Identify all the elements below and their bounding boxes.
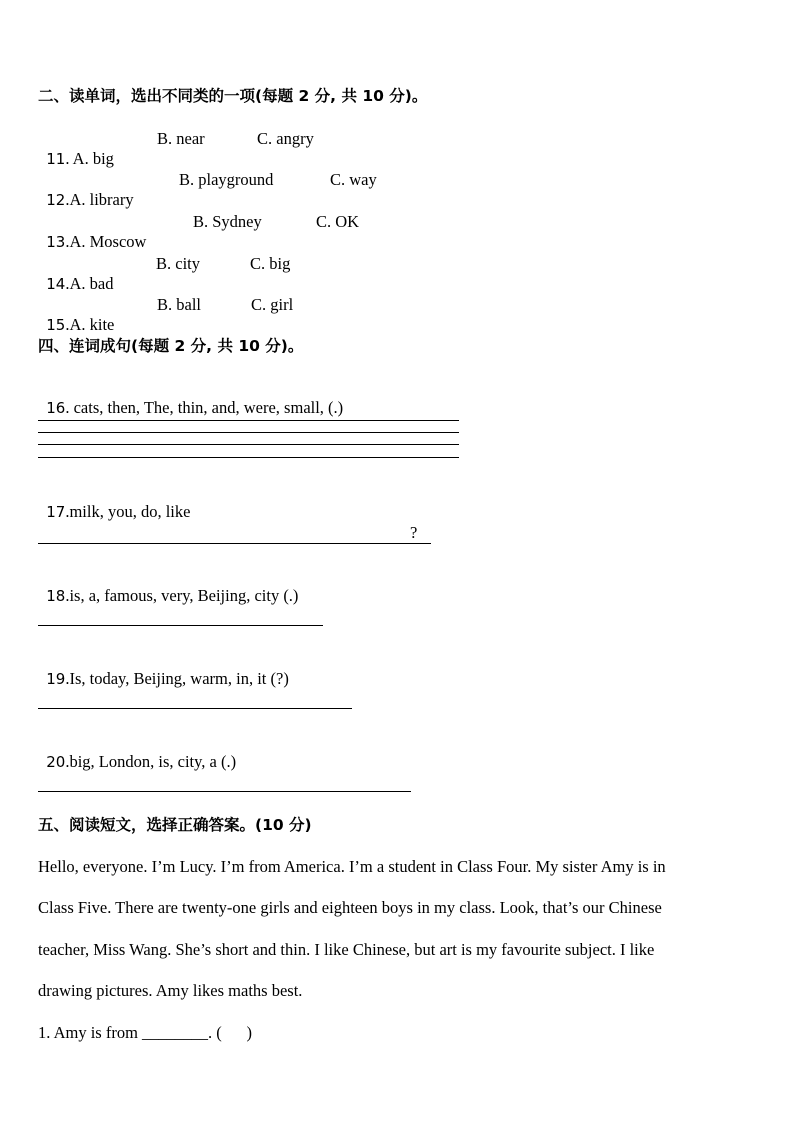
section-5-heading: 五、阅读短文，选择正确答案。(10 分) bbox=[38, 816, 312, 834]
passage-line: teacher, Miss Wang. She’s short and thin. I like Chinese, but art is my favourite subject. I like bbox=[38, 940, 655, 959]
option-a: .A. bad bbox=[65, 274, 114, 293]
question-18 bbox=[38, 566, 298, 606]
question-20 bbox=[38, 732, 236, 772]
option-b: B. playground bbox=[179, 170, 274, 189]
question-number: 16 bbox=[46, 399, 66, 417]
option-c: C. way bbox=[330, 170, 377, 189]
answer-line[interactable] bbox=[38, 543, 431, 544]
section-2-heading: 二、读单词，选出不同类的一项(每题 2 分, 共 10 分)。 bbox=[38, 87, 428, 105]
option-b: B. ball bbox=[157, 295, 201, 314]
question-11 bbox=[38, 129, 738, 168]
question-number: 11 bbox=[46, 150, 66, 168]
answer-line[interactable] bbox=[38, 432, 459, 433]
question-number: 15 bbox=[46, 316, 66, 334]
section-4-heading: 四、连词成句(每题 2 分, 共 10 分)。 bbox=[38, 337, 304, 355]
answer-line[interactable] bbox=[38, 457, 459, 458]
option-c: C. girl bbox=[251, 295, 294, 314]
option-c: C. angry bbox=[257, 129, 314, 148]
answer-question-mark: ? bbox=[410, 523, 418, 542]
question-number: 19 bbox=[46, 670, 66, 688]
option-b: B. city bbox=[156, 254, 200, 273]
passage-line: Hello, everyone. I’m Lucy. I’m from America. I’m a student in Class Four. My sister Amy is in bbox=[38, 857, 666, 876]
option-b: B. near bbox=[157, 129, 205, 148]
option-c: C. OK bbox=[316, 212, 360, 231]
option-c: C. big bbox=[250, 254, 291, 273]
question-words: .Is, today, Beijing, warm, in, it (?) bbox=[65, 669, 289, 688]
answer-line[interactable] bbox=[38, 791, 411, 792]
reading-question-1: 1. Amy is from ________. ( ) bbox=[38, 1023, 253, 1042]
option-a: .A. kite bbox=[65, 315, 115, 334]
question-13 bbox=[38, 212, 738, 251]
question-14 bbox=[38, 254, 738, 293]
question-number: 17 bbox=[46, 503, 66, 521]
question-number: 20 bbox=[46, 753, 66, 771]
question-number: 14 bbox=[46, 275, 66, 293]
passage-line: Class Five. There are twenty-one girls and eighteen boys in my class. Look, that’s our Chinese bbox=[38, 898, 662, 917]
option-b: B. Sydney bbox=[193, 212, 262, 231]
question-number: 18 bbox=[46, 587, 66, 605]
option-a: .A. Moscow bbox=[65, 232, 147, 251]
question-number: 12 bbox=[46, 191, 66, 209]
question-19 bbox=[38, 649, 289, 689]
option-a: .A. library bbox=[65, 190, 134, 209]
question-words: . cats, then, The, thin, and, were, small, (.) bbox=[65, 398, 344, 417]
passage-line: drawing pictures. Amy likes maths best. bbox=[38, 981, 303, 1000]
question-words: .big, London, is, city, a (.) bbox=[65, 752, 237, 771]
question-15 bbox=[38, 295, 738, 334]
answer-line[interactable] bbox=[38, 625, 323, 626]
question-12 bbox=[38, 170, 738, 209]
question-words: .milk, you, do, like bbox=[65, 502, 191, 521]
answer-line[interactable] bbox=[38, 444, 459, 445]
question-16 bbox=[38, 378, 343, 418]
answer-line[interactable] bbox=[38, 708, 352, 709]
option-a: . A. big bbox=[65, 149, 114, 168]
question-17 bbox=[38, 482, 190, 522]
question-words: .is, a, famous, very, Beijing, city (.) bbox=[65, 586, 299, 605]
answer-line[interactable] bbox=[38, 420, 459, 421]
question-number: 13 bbox=[46, 233, 66, 251]
